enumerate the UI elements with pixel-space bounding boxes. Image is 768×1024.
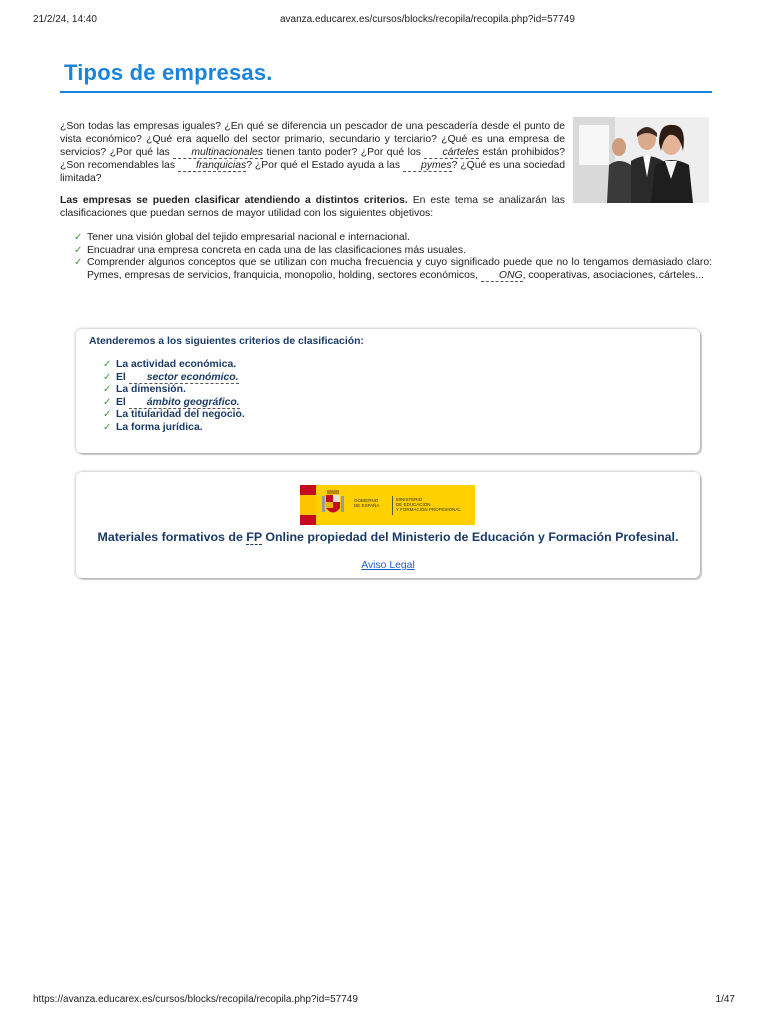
check-icon: ✓ — [103, 384, 112, 396]
coat-of-arms-icon — [322, 490, 344, 520]
classification-intro-paragraph — [60, 194, 565, 220]
check-icon: ✓ — [103, 421, 112, 433]
intro-text-1: ¿Son todas las empresas iguales? ¿En qué se diferencia un pescador de una pescadería desde el punto de vista económico? ¿Qué era aquello del sector primario, secundario y terciario? ¿Qué es una empresa de servicios? ¿Por qué las — [60, 121, 565, 158]
criteria-item: La forma jurídica. — [116, 421, 203, 433]
print-url: https://avanza.educarex.es/cursos/blocks/recopila/recopila.php?id=57749 — [33, 994, 358, 1005]
glossary-term-carteles[interactable]: cárteles — [424, 147, 478, 159]
criteria-title: Atenderemos a los siguientes criterios de clasificación: — [89, 336, 364, 347]
ministry-logo-panel — [316, 485, 475, 525]
glossary-term-multinacionales[interactable]: multinacionales — [173, 147, 263, 159]
intro-paragraph — [60, 120, 565, 185]
criteria-item: La titularidad del negocio. — [116, 409, 245, 421]
check-icon: ✓ — [103, 396, 112, 408]
list-item — [60, 232, 712, 245]
gov-line: DE ESPAÑA — [354, 503, 380, 508]
aviso-legal-link[interactable]: Aviso Legal — [361, 560, 415, 571]
check-icon: ✓ — [74, 257, 83, 269]
credits-text-post: Online propiedad del Ministerio de Educación y Formación Profesinal. — [261, 530, 679, 544]
objectives-list — [60, 232, 712, 282]
intro-text-3: están prohibidos? ¿Son recomendables las — [60, 147, 565, 171]
credits-text-pre: Materiales formativos de — [97, 530, 247, 544]
main-content — [60, 56, 712, 282]
list-item — [103, 359, 245, 372]
objective-text: Tener una visión global del tejido empresarial nacional e internacional. — [87, 232, 410, 243]
list-item — [103, 397, 245, 410]
list-item — [103, 384, 245, 397]
business-people-photo — [573, 117, 709, 203]
list-item — [103, 372, 245, 385]
ministry-text — [396, 497, 474, 512]
criteria-list — [103, 359, 245, 435]
credits-text — [76, 530, 700, 545]
check-icon: ✓ — [74, 232, 83, 243]
business-people-illustration — [573, 117, 709, 203]
list-item — [103, 422, 245, 435]
glossary-term-ambito-geografico[interactable]: ámbito geográfico. — [129, 397, 240, 409]
list-item — [60, 245, 712, 258]
check-icon: ✓ — [103, 359, 112, 370]
check-icon: ✓ — [103, 371, 112, 383]
objective-text: , cooperativas, asociaciones, cárteles... — [522, 269, 704, 281]
classification-intro-bold: Las empresas se pueden clasificar atendiendo a distintos criterios. — [60, 195, 408, 206]
ministry-line: DE EDUCACIÓN — [396, 502, 431, 507]
logo-divider — [392, 496, 393, 515]
criteria-item: La actividad económica. — [116, 359, 237, 370]
glossary-term-ong[interactable]: ONG — [481, 270, 523, 282]
glossary-term-sector-economico[interactable]: sector económico. — [129, 372, 239, 384]
criteria-item: La dimensión. — [116, 384, 186, 396]
print-header — [0, 14, 768, 28]
glossary-term-franquicias[interactable]: franquicias — [178, 160, 246, 172]
check-icon: ✓ — [103, 409, 112, 421]
intro-text-5: ? ¿Qué es una sociedad limitada? — [60, 160, 565, 184]
intro-text-4: ? ¿Por qué el Estado ayuda a las — [246, 160, 404, 171]
ministry-logo — [300, 485, 475, 525]
print-footer — [0, 994, 768, 1008]
gov-line: GOBIERNO — [354, 498, 379, 503]
glossary-term-pymes[interactable]: pymes — [403, 160, 452, 172]
ministry-line: Y FORMACIÓN PROFESIONAL — [396, 507, 461, 512]
criteria-item: El — [116, 371, 129, 383]
classification-intro-rest: En este tema se analizarán las clasificaciones que puedan sernos de mayor utilidad con los siguientes objetivos: — [60, 195, 565, 219]
credits-box — [76, 472, 700, 578]
check-icon: ✓ — [74, 244, 83, 256]
page-title: Tipos de empresas. — [60, 56, 712, 93]
intro-text-2: tienen tanto poder? ¿Por qué los — [262, 147, 425, 158]
ministry-line: MINISTERIO — [396, 497, 423, 502]
objective-text: Comprender algunos conceptos que se utilizan con mucha frecuencia y cuyo significado puede que no lo tengamos demasiado claro: Pymes, empresas de servicios, franquicia, monopolio, holding, sectores económicos, — [87, 257, 712, 281]
list-item — [60, 257, 712, 282]
print-doc-title: avanza.educarex.es/cursos/blocks/recopila/recopila.php?id=57749 — [280, 14, 575, 25]
print-datetime: 21/2/24, 14:40 — [33, 14, 97, 25]
objective-text: Encuadrar una empresa concreta en cada una de las clasificaciones más usuales. — [87, 244, 466, 256]
spain-flag-icon — [300, 485, 316, 525]
criteria-box — [76, 329, 700, 453]
fp-abbreviation[interactable]: FP — [246, 530, 262, 544]
print-page-number: 1/47 — [715, 994, 735, 1005]
intro-section — [60, 120, 712, 282]
criteria-item: El — [116, 396, 129, 408]
list-item — [103, 409, 245, 422]
